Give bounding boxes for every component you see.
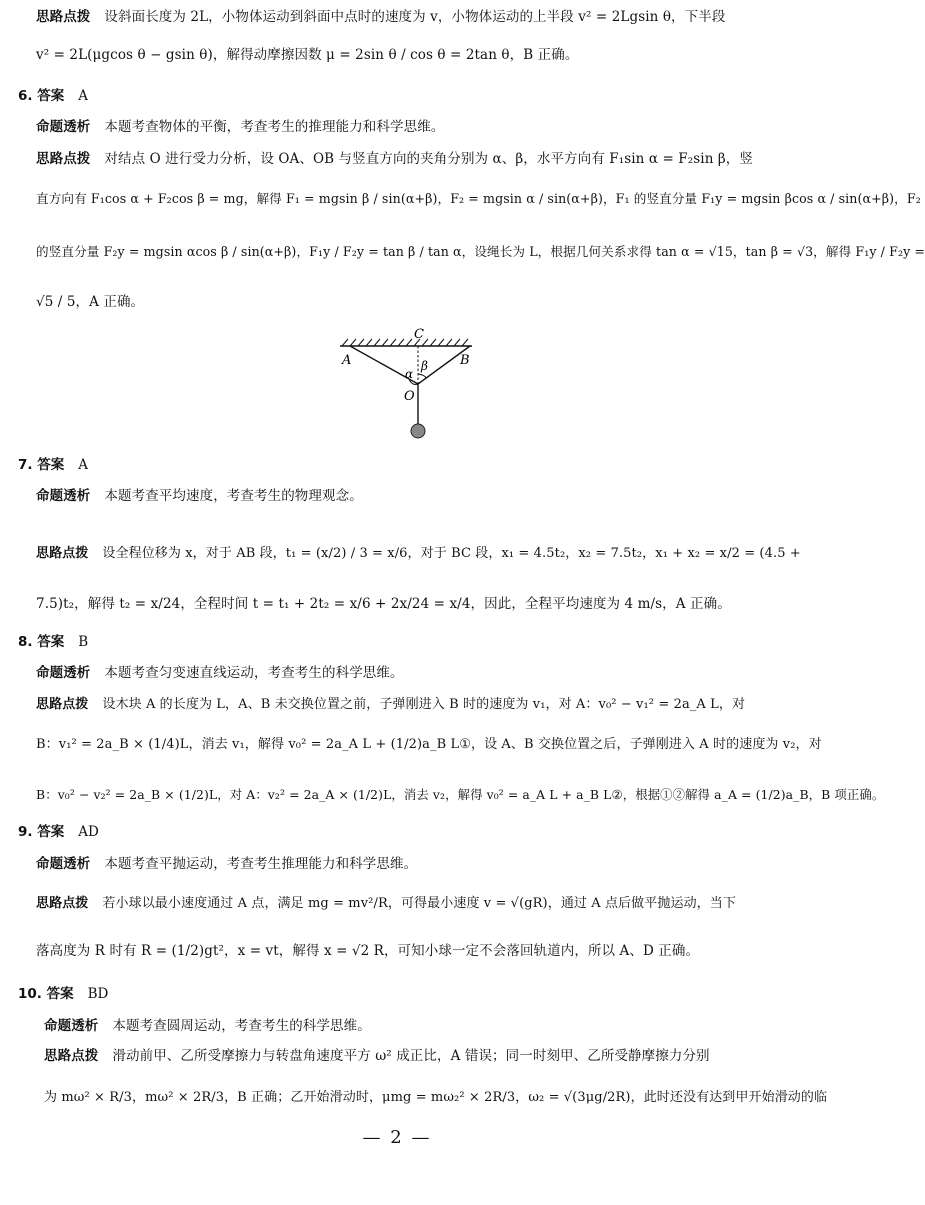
answer-heading [18,456,88,474]
answer-number: 6. 答案 [18,88,65,104]
text-line [36,243,925,261]
line-text: B：v₁² = 2a_B × (1/4)L，消去 v₁，解得 v₀² = 2a_A L + (1/2)a_B L①，设 A、B 交换位置之后，子弹刚进入 A 时的速度为 v₂，对 [36,737,822,752]
text-line [36,46,774,64]
text-line [36,118,774,136]
section-label: 思路点拨 [44,1048,99,1064]
answer-value: B [78,634,89,650]
text-line [36,150,774,168]
line-text: 设全程位移为 x，对于 AB 段，t₁ = (x/2) / 3 = x/6，对于 BC 段，x₁ = 4.5t₂，x₂ = 7.5t₂，x₁ + x₂ = x/2 = (4.5 + [102,546,801,561]
hanging-ball [411,424,425,438]
line-text: 若小球以最小速度通过 A 点，满足 mg = mv²/R，可得最小速度 v = √(gR)，通过 A 点后做平抛运动，当下 [102,896,736,911]
section-label: 命题透析 [44,1018,99,1034]
text-line [36,942,774,960]
line-text: 本题考查匀变速直线运动，考查考生的科学思维。 [104,665,404,681]
line-text: 为 mω² × R/3，mω² × 2R/3，B 正确；乙开始滑动时，μmg = mω₂² × 2R/3，ω₂ = √(3μg/2R)，此时还没有达到甲开始滑动的临 [44,1090,828,1105]
line-text: √5 / 5，A 正确。 [36,294,145,310]
line-text: 对结点 O 进行受力分析，设 OA、OB 与竖直方向的夹角分别为 α、β，水平方向有 F₁sin α = F₂sin β，竖 [104,151,753,167]
text-line [36,895,774,913]
line-text: 落高度为 R 时有 R = (1/2)gt²，x = vt，解得 x = √2 R，可知小球一定不会落回轨道内，所以 A、D 正确。 [36,943,700,959]
beta-arc [418,374,426,378]
section-label: 思路点拨 [36,546,89,561]
answer-number: 8. 答案 [18,634,65,650]
text-line [36,696,774,714]
text-line [36,855,774,873]
text-line [36,786,885,804]
line-text: 本题考查圆周运动，考查考生的科学思维。 [112,1018,371,1034]
answer-value: BD [87,986,109,1002]
answer-heading [18,823,99,841]
line-text: B：v₀² − v₂² = 2a_B × (1/2)L，对 A：v₂² = 2a_A × (1/2)L，消去 v₂，解得 v₀² = a_A L + a_B L②，根据①②解得 a_A = (1/2)a_B，B 项正确。 [36,787,885,802]
label-A: A [342,353,352,368]
text-line [36,8,774,26]
text-line [36,664,774,682]
label-C: C [414,327,424,342]
section-label: 命题透析 [36,488,91,504]
answer-value: A [78,88,88,104]
section-label: 思路点拨 [36,697,89,712]
line-text: 本题考查平抛运动，考查考生推理能力和科学思维。 [104,856,418,872]
text-line [36,595,774,613]
section-label: 命题透析 [36,856,91,872]
force-diagram [330,328,480,443]
section-label: 思路点拨 [36,9,91,25]
section-label: 思路点拨 [36,896,89,911]
page-number: — 2 — [362,1127,432,1148]
answer-value: AD [78,824,99,840]
line-text: 本题考查平均速度，考查考生的物理观念。 [104,488,363,504]
line-text: 本题考查物体的平衡，考查考生的推理能力和科学思维。 [104,119,445,135]
line-text: 设斜面长度为 2L，小物体运动到斜面中点时的速度为 v，小物体运动的上半段 v² = 2Lgsin θ，下半段 [104,9,726,25]
section-label: 命题透析 [36,119,91,135]
label-alpha: α [405,367,414,381]
text-line [36,545,801,563]
line-text: 7.5)t₂，解得 t₂ = x/24，全程时间 t = t₁ + 2t₂ = x/6 + 2x/24 = x/4，因此，全程平均速度为 4 m/s，A 正确。 [36,596,731,612]
section-label: 思路点拨 [36,151,91,167]
text-line [36,736,822,754]
text-line [44,1047,774,1065]
answer-value: A [78,457,88,473]
answer-number: 10. 答案 [18,986,74,1002]
text-line [36,487,774,505]
line-text: 设木块 A 的长度为 L，A、B 未交换位置之前，子弹刚进入 B 时的速度为 v₁，对 A：v₀² − v₁² = 2a_A L，对 [102,697,746,712]
ceiling-hatch [342,339,468,346]
line-text: 直方向有 F₁cos α + F₂cos β = mg，解得 F₁ = mgsin β / sin(α+β)，F₂ = mgsin α / sin(α+β)，F₁ 的竖直分量 F₁y = mgsin βcos α / sin(α+β)，F₂ [36,191,921,206]
text-line [44,1017,774,1035]
answer-number: 7. 答案 [18,457,65,473]
answer-heading [18,985,108,1003]
line-text: 的竖直分量 F₂y = mgsin αcos β / sin(α+β)，F₁y / F₂y = tan β / tan α，设绳长为 L，根据几何关系求得 tan α = √15，tan β = √3，解得 F₁y / F₂y = [36,244,925,259]
label-B: B [460,353,470,368]
line-text: 滑动前甲、乙所受摩擦力与转盘角速度平方 ω² 成正比，A 错误；同一时刻甲、乙所受静摩擦力分别 [112,1048,710,1064]
answer-number: 9. 答案 [18,824,65,840]
text-line [44,1089,828,1107]
label-O: O [404,389,415,404]
answer-heading [18,633,88,651]
line-text: v² = 2L(μgcos θ − gsin θ)，解得动摩擦因数 μ = 2sin θ / cos θ = 2tan θ，B 正确。 [36,47,579,63]
text-line [36,190,921,208]
section-label: 命题透析 [36,665,91,681]
text-line [36,293,774,311]
answer-heading [18,87,88,105]
label-beta: β [421,359,428,373]
